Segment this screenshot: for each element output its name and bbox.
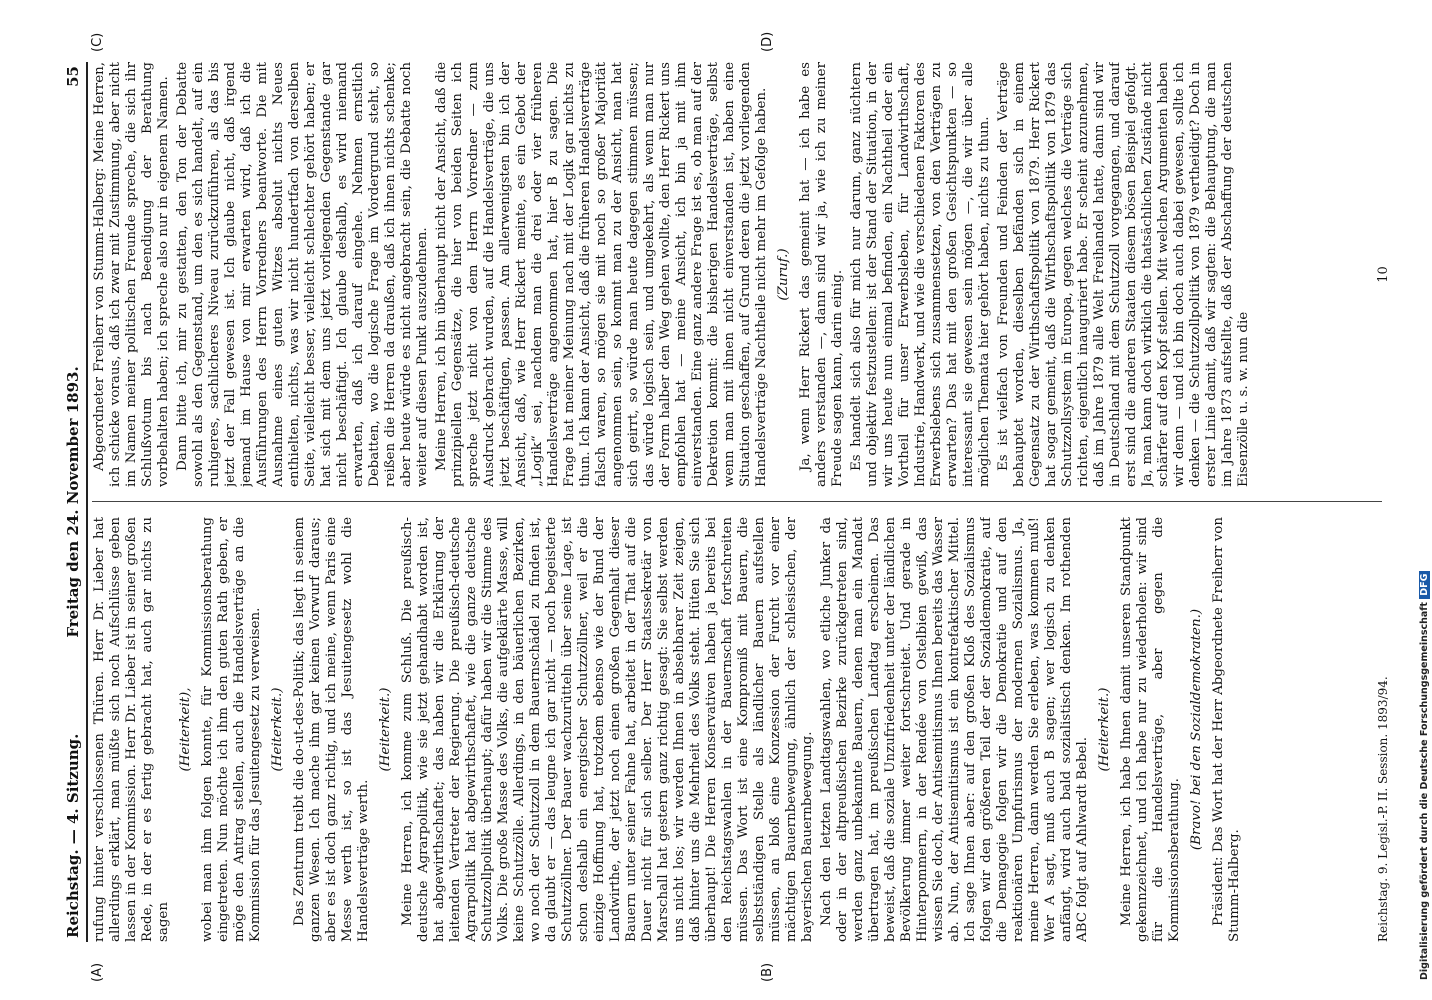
dfg-logo: DFG bbox=[1419, 571, 1430, 599]
paragraph: Meine Herren, ich komme zum Schluß. Die preußisch-deutsche Agrarpolitik, wie sie jetzt gehandhabt worden ist, hat abgewirthschaftet; das haben wir die Erklärung der leitenden Vertreter der Regierung. Die preußisch-deutsche Agrarpolitik hat abgewirthschaftet, wie die ganze deutsche Schutzzollpolitik überhaupt; dafür haben wir die Stimme des Volks. Die große Masse des Volks, die aufgeklärte Masse, will keine Schutzzölle. Allerdings, in den bäuerlichen Bezirken, wo noch der Schutzzoll in dem Bauernschädel zu finden ist, da glaubt er — das leugne ich gar nicht — noch begeisterte Schutzzöllner. Der Bauer wachzurütteln über seine Lage, ist schon deshalb ein energischer Schutzzöllner, weil er die einzige Hoffnung hat, trotzdem ebenso wie der Bund der Landwirthe, der jetzt noch einen großen Gegenhalt dieser Bauern unter seiner Fahne hat, arbeitet in der That auf die Dauer nicht für sich selber. Der Herr Staatssekretär von Marschall hat gestern ganz richtig gesagt: Sie selbst werden uns nicht los; wir werden Ihnen in absehbarer Zeit zeigen, daß hinter uns die Mehrheit des Volks steht. Hüten Sie sich überhaupt! Die Herren Konservativen haben ja bereits bei den Reichstagswahlen in der Bauernschaft fortschreiten müssen. Das Wort ist eine Kompromiß mit Bauern, die selbstständigen Stelle als ländlicher Bauern aufstellen müssen, an bloß eine Konzession der Furcht vor einer mächtigen Bauernbewegung, ähnlich der schlesischen, der bayerischen Bauernbewegung. bbox=[400, 517, 815, 942]
paragraph: Nach den letzten Landtagswahlen, wo etliche Junker da oder in der altpreußischen Bezirke zurückgetreten sind, werden ganz unbekannte Bauern, denen man ein Mandat übertragen hat, im preußischen Landtag erscheinen. Das beweist, daß die soziale Unzufriedenheit unter der ländlichen Bevölkerung immer weiter fortschreitet. Und gerade in Hinterpommern, in der Rendée von Ostelbien gewiß, das wissen Sie doch, der Antisemitismus Ihnen bereits das Wasser ab. Nun, der Antisemitismus ist ein kontrefaktischer Mittel. Ich sage Ihnen aber: auf den großen Kloß des Sozialismus folgen wir den größeren Teil der der Sozialdemokratie, auf die Demagogie folgen wir die Demokratie und auf den reaktionären Umpfurismus der modernen Sozialismus. Ja, meine Herren, dann werden Sie erleben, was kommen muß! Wer A sagt, muß auch B sagen; wer logisch zu denken anfängt, wird auch bald sozialistisch denken. Im rothenden ABC folgt auf Ahlwardt Bebel. bbox=[819, 517, 1090, 942]
left-column bbox=[92, 517, 1392, 942]
header-date: Freitag den 24. November 1893. bbox=[64, 366, 82, 638]
digitization-credit bbox=[1410, 0, 1432, 1000]
interjection: (Bravo! bei den Sozialdemokraten.) bbox=[1189, 608, 1204, 851]
paragraph: wobei man ihm folgen konnte, für Kommissionsberathung eingetreten. Nun möchte ich ihm den guten Rath geben, er möge den Antrag stellen, auch die Handelsverträge an die Kommission für das Jesuitengesetz zu verweisen. bbox=[200, 517, 263, 942]
president-statement: Präsident: Das Wort hat der Herr Abgeordnete Freiherr von Stumm-Halberg. bbox=[1211, 517, 1242, 942]
footer-session: Reichstag. 9. Legisl.-P. II. Session. 1893/94. bbox=[1376, 676, 1390, 942]
signature-number: 10 bbox=[1376, 266, 1391, 283]
paragraph: Dann bitte ich, mir zu gestatten, den Ton der Debatte sowohl als den Gegenstand, um den es sich handelt, auf ein ruhigeres, sachlicheres Niveau zurückzuführen, als das bis jetzt der Fall gewesen ist. Ich glaube nicht, daß irgend jemand im Hause von mir erwarten wird, daß ich die Ausführungen des Herrn Vorredners beantworte. Die mit Ausnahme eines guten Witzes absolut nichts Neues enthielten, nichts, was wir nicht hundertfach von derselben Seite, vielleicht besser, vielleicht schlechter gehört haben; er hat sich mit dem uns jetzt vorliegenden Gegenstande gar nicht beschäftigt. Ich glaube deshalb, es wird niemand erwarten, daß ich darauf eingehe. Nehmen ernstlich Debatten, wo die logische Frage im Vordergrund steht, so reißen die Herren da draußen, daß ich ihnen nichts schenke; aber heute würde es nicht angebracht sein, die Debatte noch weiter auf diesen Punkt auszudehnen. bbox=[175, 62, 430, 487]
paragraph: Das Zentrum treibt die do-ut-des-Politik; das liegt in seinem ganzen Wesen. Ich mache ihm gar keinen Vorwurf daraus; aber es ist doch ganz richtig, und ich meine, wenn Paris eine Messe werth ist, so ist das Jesuitengesetz wohl die Handelsverträge werth. bbox=[292, 517, 371, 942]
paragraph: Meine Herren, ich bin überhaupt nicht der Ansicht, daß die prinzipiellen Gegensätze, die hier von beiden Seiten ich spreche jetzt nicht von dem Herrn Vorredner — zum Ausdruck gebracht wurden, auf die Handelsverträge, die uns jetzt beschäftigen, passen. Am allerwenigsten bin ich der Ansicht, daß, wie Herr Rickert meinte, es ein Gebot der „Logik“ sei, nachdem man die drei oder vier früheren Handelsverträge angenommen hat, hier B zu sagen. Die Frage hat meiner Meinung nach mit der Logik gar nichts zu thun. Ich kann der Ansicht, daß die früheren Handelsverträge falsch waren, so mögen sie mit noch so großer Majorität angenommen sein, so kommt man zu der Ansicht, man hat sich geirrt, so würde man heute dagegen stimmen müssen; das würde logisch sein, und umgekehrt, als wenn man nur der Form halber den Weg gehen wollte, den Herr Rickert uns empfohlen hat — meine Ansicht, ich bin ja mit ihm einverstanden. Eine ganz andere Frage ist es, ob man auf der Dekretion kommt: die bisherigen Handelsverträge, selbst wenn man mit ihnen nicht einverstanden ist, haben eine Situation geschaffen, auf Grund deren die jetzt vorliegenden Handelsverträge Nachtheile nicht mehr im Gefolge haben. bbox=[434, 62, 769, 487]
interjection: (Heiterkeit.) bbox=[270, 687, 285, 772]
header-session: Reichstag. — 4. Sitzung. bbox=[64, 733, 82, 938]
rotated-scan-page bbox=[60, 31, 1412, 982]
margin-letter-a: (A) bbox=[90, 962, 105, 982]
paragraph: Es handelt sich also für mich nur darum, ganz nüchtern und objektiv festzustellen: ist der Stand der Situation, in der wir uns heute nun einmal befinden, ein Nachtheil oder ein Vortheil für unser Erwerbsleben, für Landwirthschaft, Industrie, Handwerk, und wie die verschiedenen Faktoren des Erwerbslebens sich zusammensetzen, von den Verträgen zu erwarten? Das hat mit den großen Gesichtspunkten — so interessant sie gewesen sein mögen —, die wir über alle möglichen Themata hier gehört haben, nichts zu thun. bbox=[849, 62, 992, 487]
column-divider bbox=[92, 501, 1382, 502]
interjection: (Heiterkeit.) bbox=[1097, 687, 1112, 772]
paragraph: rufung hinter verschlossenen Thüren. Herr Dr. Lieber hat allerdings erklärt, man müßte sich noch Aufschlüsse geben lassen in der Kommission. Herr Dr. Lieber ist in seiner großen Rede, in der er es fertig gebracht hat, auch gar nichts zu sagen bbox=[92, 517, 171, 942]
speaker-paragraph: Abgeordneter Freiherr von Stumm-Halberg: Meine Herren, ich schicke voraus, daß ich zwar mit Zustimmung, aber nicht im Namen meiner politischen Freunde spreche, die sich ihr Schlußvotum bis nach Beendigung der Berathung vorbehalten haben; ich spreche also nur in eigenem Namen. bbox=[92, 62, 171, 487]
header-page-number: 55 bbox=[64, 66, 82, 87]
margin-letter-d: (D) bbox=[760, 31, 775, 52]
credit-text: Digitalisierung gefördert durch die Deutsche Forschungsgemeinschaft bbox=[1419, 602, 1430, 980]
margin-letter-b: (B) bbox=[760, 962, 775, 982]
paragraph: Es ist vielfach von Freunden und Feinden der Verträge behauptet worden, dieselben befänden sich in einem Gegensatz zu der Wirthschaftspolitik von 1879. Herr Rickert hat sogar gemeint, daß die Wirthschaftspolitik von 1879 das Schutzzollsystem in Europa, gegen welches die Verträge sich richten, eigentlich inauguriert habe. Er scheint anzunehmen, daß im Jahre 1879 alle Welt Freihandel hatte, dann sind wir in Deutschland mit dem Schutzzoll vorgegangen, und darauf erst sind die anderen Staaten diesem bösen Beispiel gefolgt. Ja, man kann doch wirklich die thatsächlichen Zustände nicht schärfer auf den Kopf stellen. Mit welchen Argumenten haben wir denn — und ich bin doch auch dabei gewesen, sollte ich denken — die Schutzzollpolitik von 1879 vertheidigt? Doch in erster Linie damit, daß wir sagten: die Behauptung, die man im Jahre 1873 aufstellte, daß der Abschaffung der deutschen Eisenzölle u. s. w. nun die bbox=[996, 62, 1251, 487]
interjection: (Heiterkeit.) bbox=[378, 687, 393, 772]
margin-letter-c: (C) bbox=[90, 32, 105, 52]
right-column bbox=[92, 62, 1392, 487]
interjection: (Zuruf.) bbox=[776, 248, 791, 301]
interjection: (Heiterkeit), bbox=[178, 687, 193, 772]
header-rule bbox=[86, 62, 88, 942]
paragraph: Meine Herren, ich habe Ihnen damit unseren Standpunkt gekennzeichnet, und ich habe nur zu wiederholen: wir sind für die Handelsverträge, aber gegen die Kommissionsberathung. bbox=[1119, 517, 1182, 942]
page-header bbox=[60, 62, 86, 942]
paragraph: Ja, wenn Herr Rickert das gemeint hat — ich habe es anders verstanden —, dann sind wir ja, wie ich zu meiner Freude sagen kann, darin einig. bbox=[798, 62, 845, 487]
